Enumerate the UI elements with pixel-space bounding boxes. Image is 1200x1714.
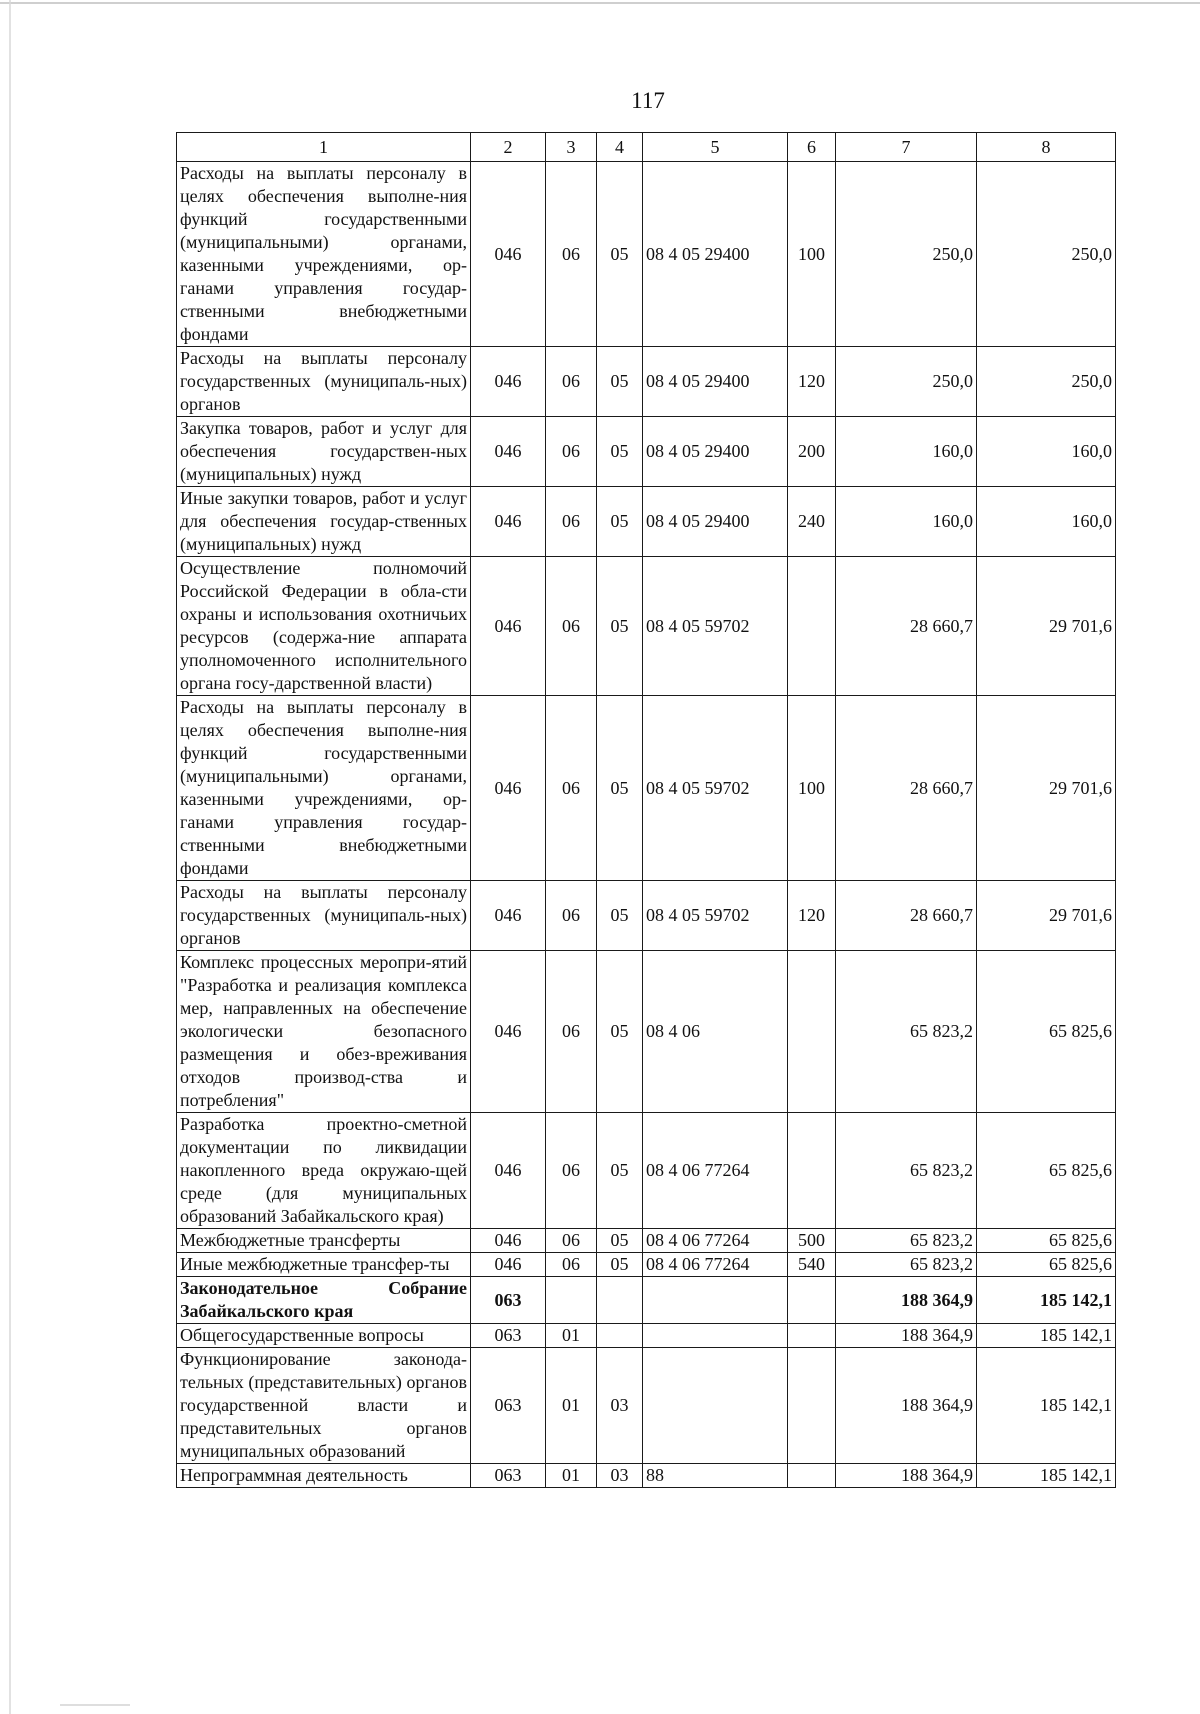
table-row <box>177 1229 1116 1253</box>
column-header: 2 <box>471 133 546 162</box>
table-row <box>177 1348 1116 1464</box>
amount-cell: 29 701,6 <box>977 881 1116 951</box>
table-row <box>177 417 1116 487</box>
row-name-cell: Законодательное Собрание Забайкальского края <box>177 1277 471 1324</box>
target-article-cell: 08 4 05 29400 <box>643 417 788 487</box>
table-header-row <box>177 133 1116 162</box>
table-row <box>177 1113 1116 1229</box>
code-cell: 046 <box>471 951 546 1113</box>
target-article-cell: 08 4 05 59702 <box>643 557 788 696</box>
amount-cell: 28 660,7 <box>836 557 977 696</box>
expense-type-cell: 100 <box>788 162 836 347</box>
amount-cell: 65 823,2 <box>836 951 977 1113</box>
code-cell: 046 <box>471 162 546 347</box>
table-row <box>177 557 1116 696</box>
table-row <box>177 1324 1116 1348</box>
target-article-cell: 08 4 06 77264 <box>643 1113 788 1229</box>
target-article-cell: 08 4 05 59702 <box>643 696 788 881</box>
amount-cell: 250,0 <box>836 162 977 347</box>
code-cell: 046 <box>471 557 546 696</box>
amount-cell: 185 142,1 <box>977 1324 1116 1348</box>
subsection-cell <box>597 1324 643 1348</box>
target-article-cell: 08 4 06 77264 <box>643 1253 788 1277</box>
section-cell: 06 <box>546 951 597 1113</box>
expense-type-cell: 540 <box>788 1253 836 1277</box>
row-name-cell: Расходы на выплаты персоналу в целях обеспечения выполне-ния функций государственными (муниципальными) органами, казенными учреждениями, ор-ганами управления государ-ственными внебюджетными фондами <box>177 696 471 881</box>
target-article-cell: 08 4 06 77264 <box>643 1229 788 1253</box>
amount-cell: 65 823,2 <box>836 1229 977 1253</box>
target-article-cell: 08 4 05 29400 <box>643 487 788 557</box>
code-cell: 046 <box>471 347 546 417</box>
page-number: 117 <box>631 88 665 113</box>
expense-type-cell <box>788 1113 836 1229</box>
expense-type-cell: 200 <box>788 417 836 487</box>
amount-cell: 160,0 <box>836 417 977 487</box>
table-row <box>177 951 1116 1113</box>
row-name-cell: Осуществление полномочий Российской Федерации в обла-сти охраны и использования охотничьих ресурсов (содержа-ние аппарата уполномоченного исполнительного органа госу-дарственной власти) <box>177 557 471 696</box>
amount-cell: 29 701,6 <box>977 696 1116 881</box>
table-row <box>177 487 1116 557</box>
target-article-cell <box>643 1348 788 1464</box>
expense-type-cell: 500 <box>788 1229 836 1253</box>
table-row <box>177 162 1116 347</box>
column-header: 7 <box>836 133 977 162</box>
table-row <box>177 1277 1116 1324</box>
amount-cell: 160,0 <box>977 487 1116 557</box>
expense-type-cell <box>788 557 836 696</box>
section-cell: 06 <box>546 417 597 487</box>
target-article-cell: 08 4 05 59702 <box>643 881 788 951</box>
expense-type-cell: 100 <box>788 696 836 881</box>
row-name-cell: Закупка товаров, работ и услуг для обеспечения государствен-ных (муниципальных) нужд <box>177 417 471 487</box>
amount-cell: 160,0 <box>836 487 977 557</box>
budget-table <box>176 132 1116 1488</box>
section-cell: 06 <box>546 1253 597 1277</box>
subsection-cell: 05 <box>597 557 643 696</box>
amount-cell: 250,0 <box>977 162 1116 347</box>
subsection-cell: 03 <box>597 1348 643 1464</box>
amount-cell: 250,0 <box>977 347 1116 417</box>
target-article-cell: 08 4 05 29400 <box>643 162 788 347</box>
section-cell: 01 <box>546 1348 597 1464</box>
code-cell: 046 <box>471 417 546 487</box>
code-cell: 046 <box>471 1229 546 1253</box>
amount-cell: 28 660,7 <box>836 696 977 881</box>
target-article-cell <box>643 1277 788 1324</box>
code-cell: 046 <box>471 696 546 881</box>
column-header: 8 <box>977 133 1116 162</box>
code-cell: 063 <box>471 1348 546 1464</box>
column-header: 4 <box>597 133 643 162</box>
code-cell: 046 <box>471 1253 546 1277</box>
section-cell: 06 <box>546 881 597 951</box>
row-name-cell: Межбюджетные трансферты <box>177 1229 471 1253</box>
section-cell: 01 <box>546 1464 597 1488</box>
table-row <box>177 347 1116 417</box>
amount-cell: 65 823,2 <box>836 1113 977 1229</box>
table-row <box>177 881 1116 951</box>
amount-cell: 188 364,9 <box>836 1464 977 1488</box>
subsection-cell: 05 <box>597 1229 643 1253</box>
amount-cell: 65 825,6 <box>977 1229 1116 1253</box>
target-article-cell: 08 4 06 <box>643 951 788 1113</box>
amount-cell: 185 142,1 <box>977 1348 1116 1464</box>
column-header: 6 <box>788 133 836 162</box>
expense-type-cell: 240 <box>788 487 836 557</box>
target-article-cell <box>643 1324 788 1348</box>
column-header: 3 <box>546 133 597 162</box>
code-cell: 063 <box>471 1464 546 1488</box>
subsection-cell: 05 <box>597 881 643 951</box>
column-header: 5 <box>643 133 788 162</box>
section-cell: 06 <box>546 1229 597 1253</box>
amount-cell: 250,0 <box>836 347 977 417</box>
code-cell: 046 <box>471 487 546 557</box>
section-cell: 06 <box>546 696 597 881</box>
subsection-cell: 05 <box>597 162 643 347</box>
amount-cell: 185 142,1 <box>977 1277 1116 1324</box>
section-cell: 06 <box>546 1113 597 1229</box>
row-name-cell: Расходы на выплаты персоналу государственных (муниципаль-ных) органов <box>177 347 471 417</box>
section-cell <box>546 1277 597 1324</box>
row-name-cell: Комплекс процессных меропри-ятий "Разработка и реализация комплекса мер, направленных на обеспечение экологически безопасного размещения и обез-вреживания отходов производ-ства и потребления" <box>177 951 471 1113</box>
row-name-cell: Общегосударственные вопросы <box>177 1324 471 1348</box>
row-name-cell: Расходы на выплаты персоналу в целях обеспечения выполне-ния функций государственными (муниципальными) органами, казенными учреждениями, ор-ганами управления государ-ственными внебюджетными фондами <box>177 162 471 347</box>
table-row <box>177 696 1116 881</box>
code-cell: 046 <box>471 881 546 951</box>
code-cell: 063 <box>471 1324 546 1348</box>
code-cell: 063 <box>471 1277 546 1324</box>
expense-type-cell <box>788 1464 836 1488</box>
amount-cell: 65 825,6 <box>977 1113 1116 1229</box>
target-article-cell: 88 <box>643 1464 788 1488</box>
subsection-cell: 05 <box>597 417 643 487</box>
subsection-cell: 05 <box>597 1113 643 1229</box>
expense-type-cell <box>788 1277 836 1324</box>
amount-cell: 65 825,6 <box>977 951 1116 1113</box>
row-name-cell: Разработка проектно-сметной документации по ликвидации накопленного вреда окружаю-щей среде (для муниципальных образований Забайкальского края) <box>177 1113 471 1229</box>
table-body <box>177 133 1116 1488</box>
amount-cell: 185 142,1 <box>977 1464 1116 1488</box>
expense-type-cell: 120 <box>788 347 836 417</box>
expense-type-cell <box>788 1324 836 1348</box>
row-name-cell: Иные закупки товаров, работ и услуг для обеспечения государ-ственных (муниципальных) нужд <box>177 487 471 557</box>
section-cell: 01 <box>546 1324 597 1348</box>
section-cell: 06 <box>546 487 597 557</box>
subsection-cell: 05 <box>597 951 643 1113</box>
column-header: 1 <box>177 133 471 162</box>
section-cell: 06 <box>546 162 597 347</box>
expense-type-cell <box>788 1348 836 1464</box>
section-cell: 06 <box>546 557 597 696</box>
table-row <box>177 1253 1116 1277</box>
row-name-cell: Расходы на выплаты персоналу государственных (муниципаль-ных) органов <box>177 881 471 951</box>
table-row <box>177 1464 1116 1488</box>
row-name-cell: Функционирование законода-тельных (представительных) органов государственной власти и представительных органов муниципальных образований <box>177 1348 471 1464</box>
amount-cell: 160,0 <box>977 417 1116 487</box>
row-name-cell: Иные межбюджетные трансфер-ты <box>177 1253 471 1277</box>
amount-cell: 188 364,9 <box>836 1277 977 1324</box>
subsection-cell <box>597 1277 643 1324</box>
expense-type-cell: 120 <box>788 881 836 951</box>
amount-cell: 65 825,6 <box>977 1253 1116 1277</box>
subsection-cell: 03 <box>597 1464 643 1488</box>
subsection-cell: 05 <box>597 347 643 417</box>
amount-cell: 28 660,7 <box>836 881 977 951</box>
expense-type-cell <box>788 951 836 1113</box>
amount-cell: 188 364,9 <box>836 1324 977 1348</box>
amount-cell: 188 364,9 <box>836 1348 977 1464</box>
amount-cell: 29 701,6 <box>977 557 1116 696</box>
subsection-cell: 05 <box>597 487 643 557</box>
amount-cell: 65 823,2 <box>836 1253 977 1277</box>
code-cell: 046 <box>471 1113 546 1229</box>
subsection-cell: 05 <box>597 1253 643 1277</box>
row-name-cell: Непрограммная деятельность <box>177 1464 471 1488</box>
section-cell: 06 <box>546 347 597 417</box>
subsection-cell: 05 <box>597 696 643 881</box>
target-article-cell: 08 4 05 29400 <box>643 347 788 417</box>
